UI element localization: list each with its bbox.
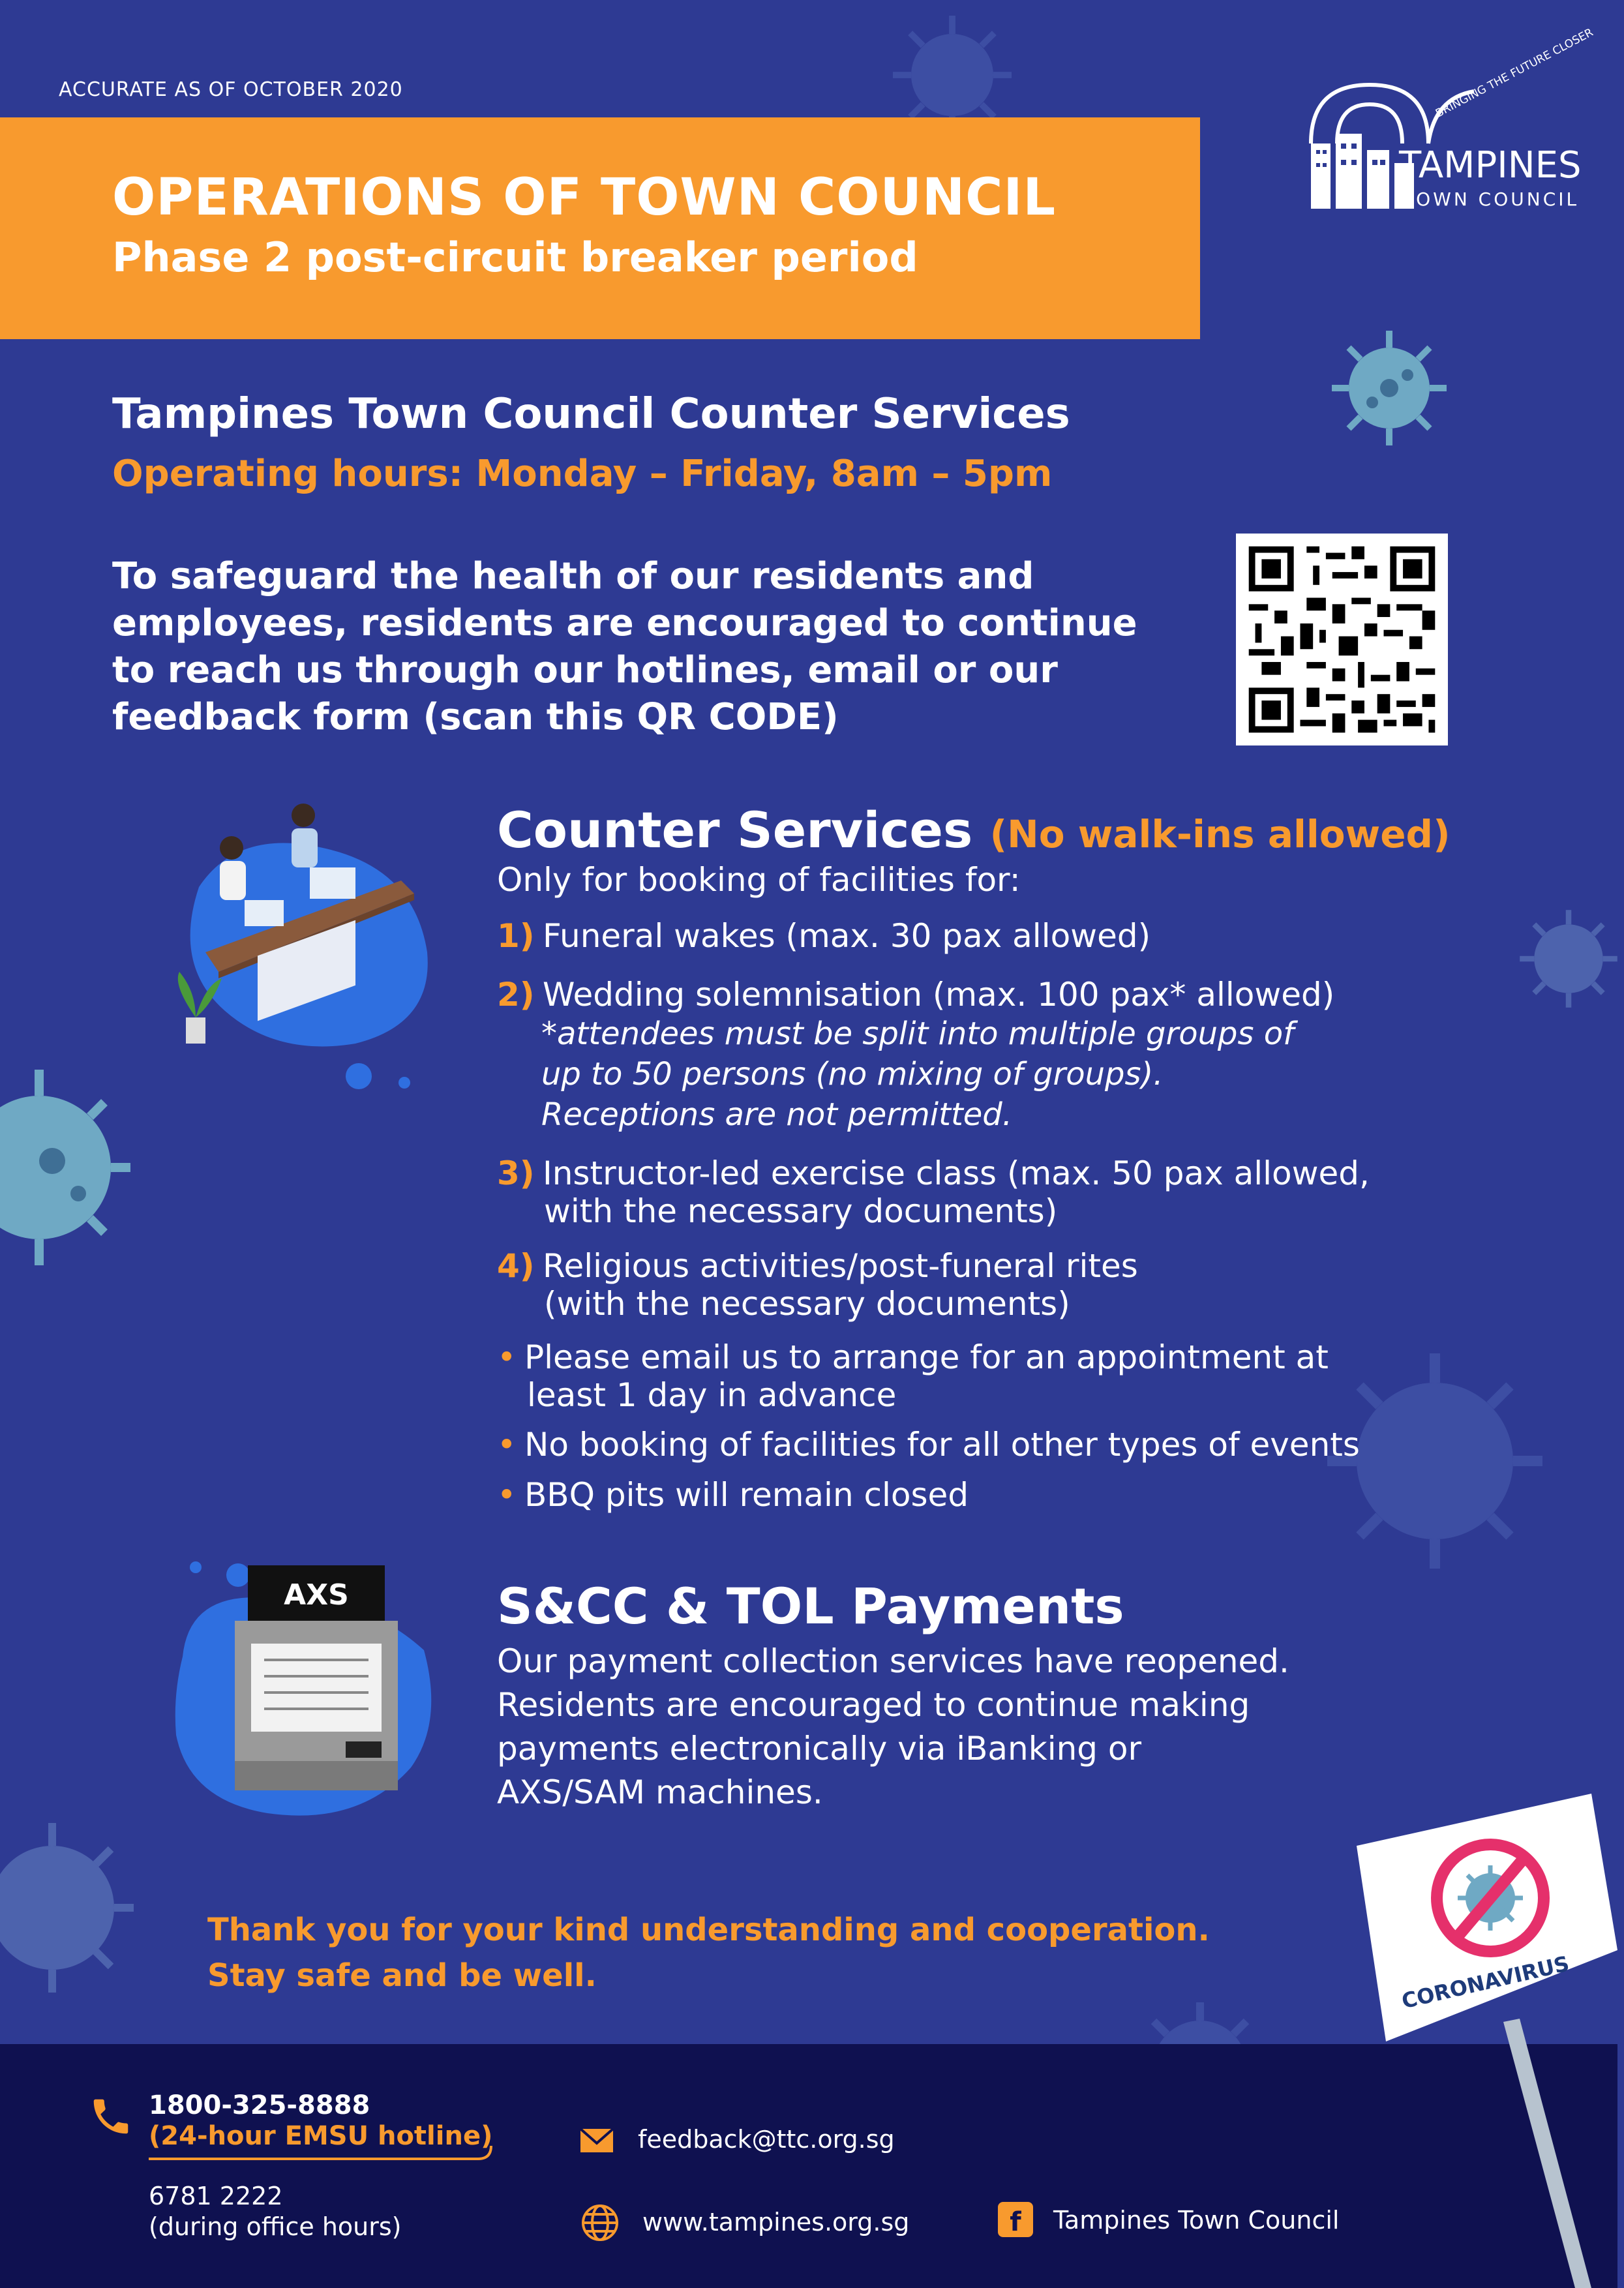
virus-decor-right-mid-icon: [1513, 900, 1624, 1017]
item-text: with the necessary documents): [544, 1192, 1058, 1230]
intro-line: To safeguard the health of our residents and: [112, 555, 1034, 597]
facility-item-1: [497, 917, 1475, 955]
operating-hours: Operating hours: Monday – Friday, 8am – 5pm: [112, 453, 1053, 495]
item-text: Instructor-led exercise class (max. 50 pax allowed,: [543, 1154, 1370, 1192]
thank-you-message: [207, 1907, 1210, 1998]
facility-item-4: [497, 1247, 1475, 1323]
virus-decor-left-icon: [0, 1063, 130, 1272]
thanks-line: Thank you for your kind understanding and cooperation.: [207, 1912, 1210, 1948]
facebook-link[interactable]: Tampines Town Council: [1053, 2206, 1340, 2235]
item-text: (with the necessary documents): [544, 1285, 1070, 1323]
website-link[interactable]: www.tampines.org.sg: [642, 2208, 910, 2236]
payments-heading: S&CC & TOL Payments: [497, 1577, 1124, 1635]
feedback-qr-code[interactable]: [1236, 534, 1448, 745]
item-text: Funeral wakes (max. 30 pax allowed): [543, 917, 1151, 955]
facility-item-3: [497, 1154, 1475, 1230]
coronavirus-sign-illustration: [1350, 1787, 1617, 2288]
intro-paragraph: [112, 553, 1208, 741]
hotline-label: (24-hour EMSU hotline): [149, 2121, 493, 2151]
payments-line: Our payment collection services have reopened.: [497, 1642, 1289, 1680]
bullet-text: Please email us to arrange for an appointment at: [524, 1338, 1329, 1376]
bullet-text: No booking of facilities for all other types of events: [524, 1426, 1360, 1464]
office-label: (during office hours): [149, 2212, 402, 2241]
item-number: 3): [497, 1154, 535, 1192]
item-number: 1): [497, 917, 535, 955]
virus-decor-bottom-left-icon: [0, 1820, 130, 1996]
facility-item-2: [497, 976, 1475, 1135]
item-number: 4): [497, 1247, 535, 1285]
counter-services-title: Tampines Town Council Counter Services: [112, 390, 1070, 438]
thanks-line: Stay safe and be well.: [207, 1957, 597, 1994]
logo-sub: TOWN COUNCIL: [1402, 188, 1580, 210]
item-note-line: Receptions are not permitted.: [541, 1096, 1013, 1133]
hotline-number[interactable]: 1800-325-8888: [149, 2090, 370, 2120]
facebook-icon: [998, 2202, 1033, 2237]
svg-text:f: f: [1010, 2207, 1021, 2237]
accuracy-note: ACCURATE AS OF OCTOBER 2020: [59, 78, 403, 101]
banner-title: OPERATIONS OF TOWN COUNCIL: [112, 168, 1057, 227]
intro-line: feedback form (scan this QR CODE): [112, 696, 839, 738]
bullet-dot: •: [497, 1426, 517, 1464]
payments-line: AXS/SAM machines.: [497, 1773, 823, 1811]
item-number: 2): [497, 976, 535, 1014]
counter-heading-note: (No walk-ins allowed): [989, 812, 1451, 856]
bullet-dot: •: [497, 1476, 517, 1514]
counter-services-heading: [497, 801, 1451, 859]
sign-label: CORONAVIRUS: [1399, 1951, 1572, 2014]
item-note-line: *attendees must be split into multiple groups of: [541, 1016, 1295, 1052]
bullet-text: least 1 day in advance: [527, 1376, 897, 1414]
bullet-bbq-closed: [497, 1476, 1488, 1514]
counter-heading-text: Counter Services: [497, 801, 973, 859]
counter-services-subheading: Only for booking of facilities for:: [497, 861, 1021, 899]
phone-icon: [88, 2094, 134, 2139]
banner-subtitle: Phase 2 post-circuit breaker period: [112, 233, 918, 281]
kiosk-label: AXS: [284, 1578, 349, 1612]
intro-line: to reach us through our hotlines, email or our: [112, 649, 1058, 691]
item-text: Wedding solemnisation (max. 100 pax* allowed): [543, 976, 1335, 1014]
bullet-text: BBQ pits will remain closed: [524, 1476, 969, 1514]
payments-body: [497, 1640, 1488, 1814]
tampines-logo: [1298, 25, 1596, 222]
hotline-underline: [149, 2146, 494, 2165]
bullet-no-booking: [497, 1426, 1488, 1464]
logo-name: TAMPINES: [1399, 144, 1582, 187]
payments-line: payments electronically via iBanking or: [497, 1730, 1142, 1768]
bullet-dot: •: [497, 1338, 517, 1376]
feedback-email-link[interactable]: feedback@ttc.org.sg: [638, 2125, 895, 2154]
logo-tagline: BRINGING THE FUTURE CLOSER: [1433, 25, 1596, 121]
office-counter-illustration: [160, 802, 447, 1096]
globe-icon: [580, 2203, 620, 2242]
office-number[interactable]: 6781 2222: [149, 2182, 283, 2210]
email-icon: [579, 2128, 614, 2154]
bullet-appointment: [497, 1338, 1488, 1414]
intro-line: employees, residents are encouraged to continue: [112, 602, 1137, 644]
title-banner: [0, 117, 1200, 339]
payments-line: Residents are encouraged to continue making: [497, 1686, 1250, 1724]
virus-decor-right-icon: [1324, 323, 1454, 453]
item-note-line: up to 50 persons (no mixing of groups).: [541, 1056, 1164, 1092]
item-text: Religious activities/post-funeral rites: [543, 1247, 1138, 1285]
axs-kiosk-illustration: [163, 1552, 450, 1826]
